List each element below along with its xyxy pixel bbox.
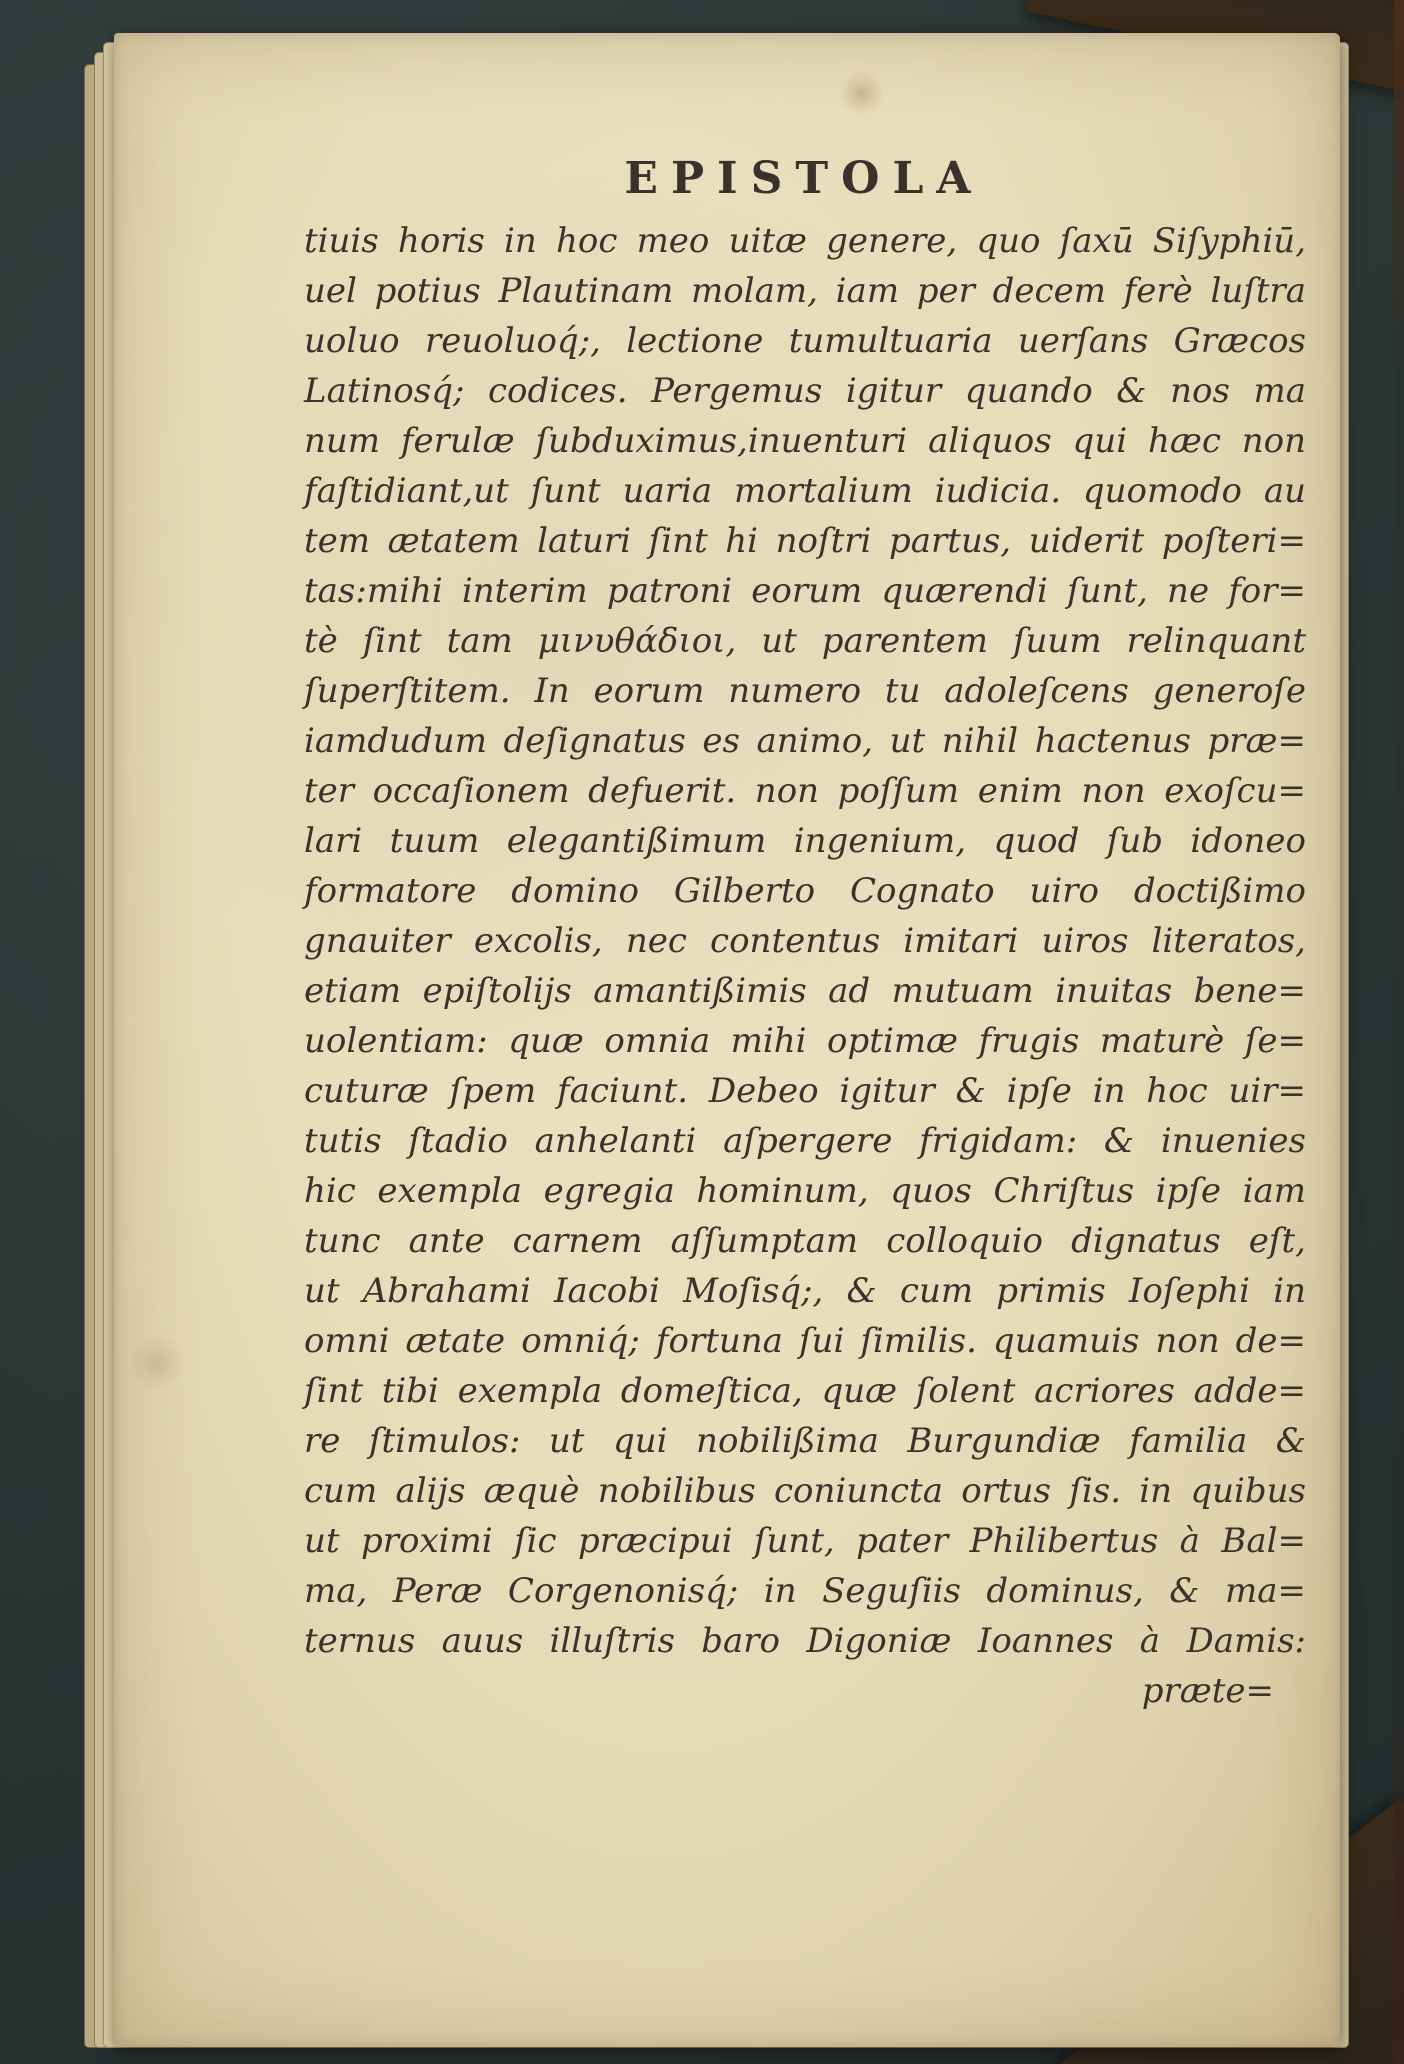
text-line: ſuperſtitem. In eorum numero tu adoleſcens generoſe — [304, 671, 1306, 711]
text-line: tas:mihi interim patroni eorum quærendi ſunt, ne for= — [304, 571, 1306, 611]
text-line: num ferulæ ſubduximus,inuenturi aliquos qui hæc non — [304, 421, 1306, 461]
catchword: præte= — [1141, 1671, 1274, 1711]
running-title: EPISTOLA — [624, 153, 984, 204]
text-line: tem ætatem laturi ſint hi noſtri partus, uiderit poſteri= — [304, 521, 1306, 561]
book-page — [114, 33, 1340, 2047]
text-line: iamdudum deſignatus es animo, ut nihil hactenus præ= — [304, 721, 1306, 761]
text-line: ternus auus illuſtris baro Digoniæ Ioannes à Damis: — [304, 1621, 1306, 1661]
text-line: cum alijs æquè nobilibus coniuncta ortus ſis. in quibus — [304, 1471, 1306, 1511]
text-line: uel potius Plautinam molam, iam per decem ferè luſtra — [304, 271, 1306, 311]
text-line: uoluo reuoluoq́;, lectione tumultuaria uerſans Græcos — [304, 321, 1306, 361]
text-line: Latinosq́; codices. Pergemus igitur quando & nos ma — [304, 371, 1306, 411]
text-line: ter occaſionem defuerit. non poſſum enim non exoſcu= — [304, 771, 1306, 811]
text-line: uolentiam: quæ omnia mihi optimæ frugis maturè ſe= — [304, 1021, 1306, 1061]
text-line: ut proximi ſic præcipui ſunt, pater Philibertus à Bal= — [304, 1521, 1306, 1561]
text-line: tutis ſtadio anhelanti aſpergere frigidam: & inuenies — [304, 1121, 1306, 1161]
text-line: ut Abrahami Iacobi Moſisq́;, & cum primis Ioſephi in — [304, 1271, 1306, 1311]
text-line: gnauiter excolis, nec contentus imitari uiros literatos, — [304, 921, 1306, 961]
text-line: ma, Peræ Corgenonisq́; in Seguſiis dominus, & ma= — [304, 1571, 1306, 1611]
text-line: hic exempla egregia hominum, quos Chriſtus ipſe iam — [304, 1171, 1306, 1211]
text-line: cuturæ ſpem faciunt. Debeo igitur & ipſe in hoc uir= — [304, 1071, 1306, 1111]
text-line: tiuis horis in hoc meo uitæ genere, quo ſaxū Siſyphiū, — [304, 221, 1306, 261]
text-line: ſint tibi exempla domeſtica, quæ ſolent acriores adde= — [304, 1371, 1306, 1411]
text-line: tunc ante carnem aſſumptam colloquio dignatus eſt, — [304, 1221, 1306, 1261]
text-line: formatore domino Gilberto Cognato uiro doctißimo — [304, 871, 1306, 911]
text-line: re ſtimulos: ut qui nobilißima Burgundiæ familia & — [304, 1421, 1306, 1461]
book-spine-edge — [1394, 0, 1404, 2064]
text-line: tè ſint tam μινυθάδιοι, ut parentem ſuum relinquant — [304, 621, 1306, 661]
text-line: omni ætate omniq́; fortuna ſui ſimilis. quamuis non de= — [304, 1321, 1306, 1361]
text-line: lari tuum elegantißimum ingenium, quod ſub idoneo — [304, 821, 1306, 861]
text-line: faſtidiant,ut ſunt uaria mortalium iudicia. quomodo au — [304, 471, 1306, 511]
text-column — [304, 216, 1306, 1716]
text-line: etiam epiſtolijs amantißimis ad mutuam inuitas bene= — [304, 971, 1306, 1011]
